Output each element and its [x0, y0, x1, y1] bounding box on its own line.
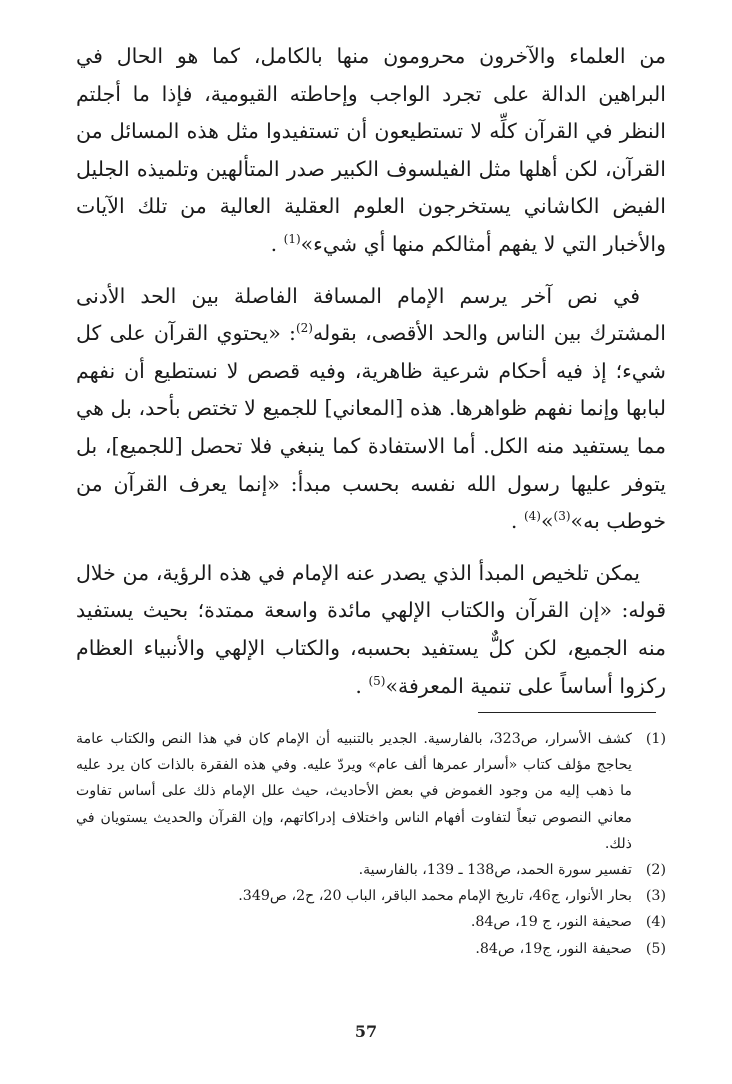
paragraph-2 — [76, 278, 666, 541]
paragraph-2-text-c: » — [540, 509, 554, 534]
paragraph-2-text-b: : «يحتوي القرآن على كل شيء؛ إذ فيه أحكام شرعية ظاهرية، وفيه قصص لا نستطيع أن نفهم لبابها وإنما نفهم ظواهرها. هذه [المعاني] للجميع لا تختص بأحد، بل هي مما يستفيد منه الكل. أما الاستفادة كما ينبغي فلا تحصل [للجميع]، بل يتوفر عليها رسول الله نفسه بحسب مبدأ: «إنما يعرف القرآن من خوطب به» — [76, 321, 666, 534]
footnote-ref-4[interactable]: (4) — [523, 509, 541, 524]
footnote-text: كشف الأسرار، ص323، بالفارسية. الجدير بالتنبيه أن الإمام كان في هذا النص والكتاب عامة يحاجج مؤلف كتاب «أسرار عمرها ألف عام» ويردّ عليه. وفي هذه الفقرة بالذات كان يرد عليه ما ذهب إليه من وجود الغموض في بعض الأحاديث، حيث علل الإمام ذلك على أساس تفاوت معاني النصوص تبعاً لتفاوت أفهام الناس واختلاف إدراكاتهم، وإن القرآن والحديث يستويان في ذلك. — [76, 731, 633, 852]
footnote-number: (2) — [645, 862, 666, 879]
paragraph-1 — [76, 38, 666, 264]
paragraph-2-end: . — [510, 509, 524, 534]
footnote-item — [76, 936, 666, 962]
footnote-item — [76, 857, 666, 883]
footnotes — [76, 726, 666, 962]
main-text — [76, 38, 666, 705]
paragraph-3 — [76, 555, 666, 705]
footnote-ref-3[interactable]: (3) — [553, 509, 571, 524]
footnote-ref-1[interactable]: (1) — [283, 232, 301, 247]
footnote-text: صحيفة النور، ج 19، ص84. — [470, 914, 632, 931]
footnote-number: (1) — [645, 731, 666, 747]
footnote-divider — [478, 712, 656, 713]
paragraph-1-end: . — [270, 231, 284, 256]
footnote-ref-2[interactable]: (2) — [295, 321, 313, 336]
footnote-text: بحار الأنوار، ج46، تاريخ الإمام محمد الباقر، الباب 20، ح2، ص349. — [238, 888, 632, 905]
footnote-item — [76, 726, 666, 857]
footnote-number: (3) — [645, 888, 666, 905]
footnote-item — [76, 909, 666, 935]
page-number: 57 — [354, 1022, 378, 1041]
footnote-text: تفسير سورة الحمد، ص138 ـ 139، بالفارسية. — [358, 862, 632, 879]
paragraph-3-text: يمكن تلخيص المبدأ الذي يصدر عنه الإمام في هذه الرؤية، من خلال قوله: «إن القرآن والكتاب الإلهي مائدة واسعة ممتدة؛ بحيث يستفيد منه الجميع، لكن كلٌّ يستفيد بحسبه، والكتاب الإلهي والأنبياء العظام ركزوا أساساً على تنمية المعرفة» — [76, 560, 666, 698]
paragraph-1-text: من العلماء والآخرون محرومون منها بالكامل، كما هو الحال في البراهين الدالة على تجرد الواجب وإحاطته القيومية، فإذا ما أجلتم النظر في القرآن كلِّه لا تستطيعون أن تستفيدوا مثل هذه المسائل من القرآن، لكن أهلها مثل الفيلسوف الكبير صدر المتألهين وتلميذه الجليل الفيض الكاشاني يستخرجون العلوم العقلية العالية من تلك الآيات والأخبار التي لا يفهم أمثالكم منها أي شيء» — [76, 44, 666, 256]
footnote-number: (5) — [645, 940, 666, 957]
paragraph-2-text-a: في نص آخر يرسم الإمام المسافة الفاصلة بين الحد الأدنى المشترك بين الناس والحد الأقصى، بقوله — [76, 283, 666, 346]
paragraph-3-end: . — [355, 673, 369, 698]
footnote-item — [76, 883, 666, 909]
footnote-text: صحيفة النور، ج19، ص84. — [475, 940, 632, 957]
footnote-number: (4) — [645, 914, 666, 931]
footnote-ref-5[interactable]: (5) — [368, 673, 386, 688]
